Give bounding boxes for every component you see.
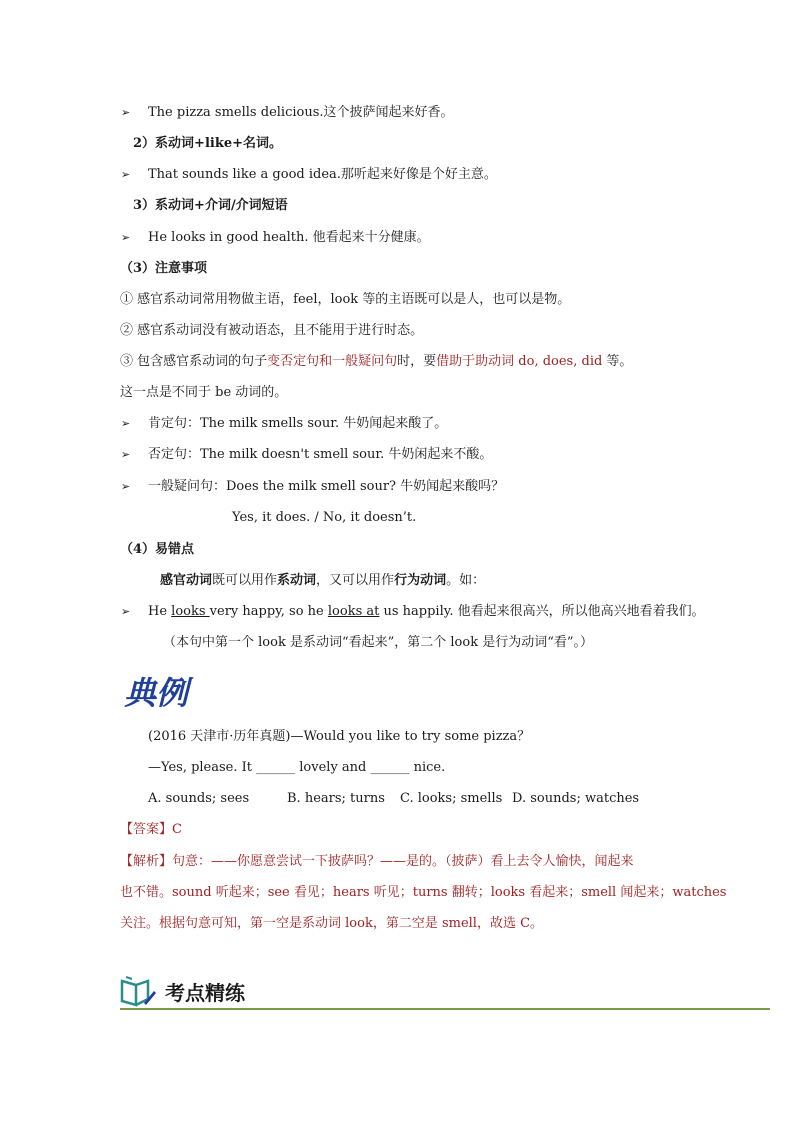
text: us happily. 他看起来很高兴，所以他高兴地看着我们。 [379, 604, 705, 619]
example-line [148, 603, 705, 621]
section-divider [120, 1008, 770, 1010]
note-text: 等。 [602, 354, 633, 369]
note-line: ② 感官系动词没有被动语态，且不能用于进行时态。 [120, 323, 424, 338]
analysis-line: 也不错。sound 听起来；see 看见；hears 听见；turns 翻转；looks 看起来；smell 闻起来；watches [120, 885, 727, 900]
bullet-icon: ➢ [121, 605, 131, 618]
text: ，又可以用作 [316, 573, 395, 588]
bold-text: 感官动词 [160, 573, 213, 588]
logo-text: 典例 [124, 674, 189, 712]
bold-text: 系动词 [277, 573, 317, 588]
note-text: 时，要 [397, 354, 437, 369]
error-point-line [160, 572, 485, 590]
bullet-icon: ➢ [121, 231, 131, 244]
option-b: B. hears; turns [287, 791, 385, 806]
question-stem: (2016 天津市·历年真题)—Would you like to try some pizza？ [148, 729, 531, 744]
example-note: （本句中第一个 look 是系动词“看起来”，第二个 look 是行为动词“看”。） [163, 635, 593, 650]
option-a: A. sounds; sees [148, 791, 250, 806]
bold-text: 行为动词 [394, 573, 447, 588]
bullet-icon: ➢ [121, 417, 131, 430]
bullet-icon: ➢ [121, 106, 131, 119]
question-line: —Yes, please. It ______ lovely and ______ nice. [148, 760, 446, 775]
highlight-text: 变否定句和一般疑问句 [267, 354, 398, 369]
note-line: 这一点是不同于 be 动词的。 [120, 385, 288, 400]
option-c: C. looks; smells [400, 791, 503, 806]
text: He [148, 604, 172, 619]
example-line: 一般疑问句：Does the milk smell sour? 牛奶闻起来酸吗？ [148, 479, 505, 494]
section-heading: （3）注意事项 [120, 261, 208, 276]
analysis-line [120, 853, 634, 871]
example-line: 肯定句：The milk smells sour. 牛奶闻起来酸了。 [148, 416, 448, 431]
bullet-icon: ➢ [121, 480, 131, 493]
section-title: 考点精练 [165, 981, 245, 1005]
example-line: That sounds like a good idea.那听起来好像是个好主意。 [148, 167, 497, 182]
subheading: 3）系动词+介词/介词短语 [133, 198, 288, 213]
subheading: 2）系动词+like+名词。 [133, 136, 282, 151]
example-line: He looks in good health. 他看起来十分健康。 [148, 230, 430, 245]
analysis-text: 句意：——你愿意尝试一下披萨吗？——是的。（披萨）看上去令人愉快，闻起来 [172, 854, 634, 869]
book-pencil-icon [118, 973, 158, 1009]
example-line: 否定句：The milk doesn't smell sour. 牛奶闲起来不酸。 [148, 447, 493, 462]
option-d: D. sounds; watches [512, 791, 640, 806]
note-line: ① 感官系动词常用物做主语，feel，look 等的主语既可以是人，也可以是物。 [120, 292, 571, 307]
note-text: ③ 包含感官系动词的句子 [120, 354, 268, 369]
analysis-label: 【解析】 [120, 854, 173, 869]
bullet-icon: ➢ [121, 168, 131, 181]
example-logo-icon [122, 674, 202, 712]
answer-label: 【答案】 [120, 822, 173, 837]
bullet-icon: ➢ [121, 448, 131, 461]
analysis-line: 关注。根据句意可知，第一空是系动词 look，第二空是 smell，故选 C。 [120, 916, 544, 931]
highlight-text: 借助于助动词 do, does, did [436, 354, 603, 369]
example-line: The pizza smells delicious.这个披萨闻起来好香。 [148, 105, 454, 120]
answer-line [120, 821, 182, 839]
underlined-text: looks [171, 604, 210, 619]
note-line [120, 353, 632, 371]
underlined-text: looks at [327, 604, 380, 619]
section-heading: （4）易错点 [120, 542, 195, 557]
text: 。如： [446, 573, 486, 588]
example-answer: Yes, it does. / No, it doesn’t. [232, 510, 417, 525]
answer-value: C [172, 822, 182, 837]
text: 既可以用作 [212, 573, 278, 588]
text: very happy, so he [209, 604, 328, 619]
